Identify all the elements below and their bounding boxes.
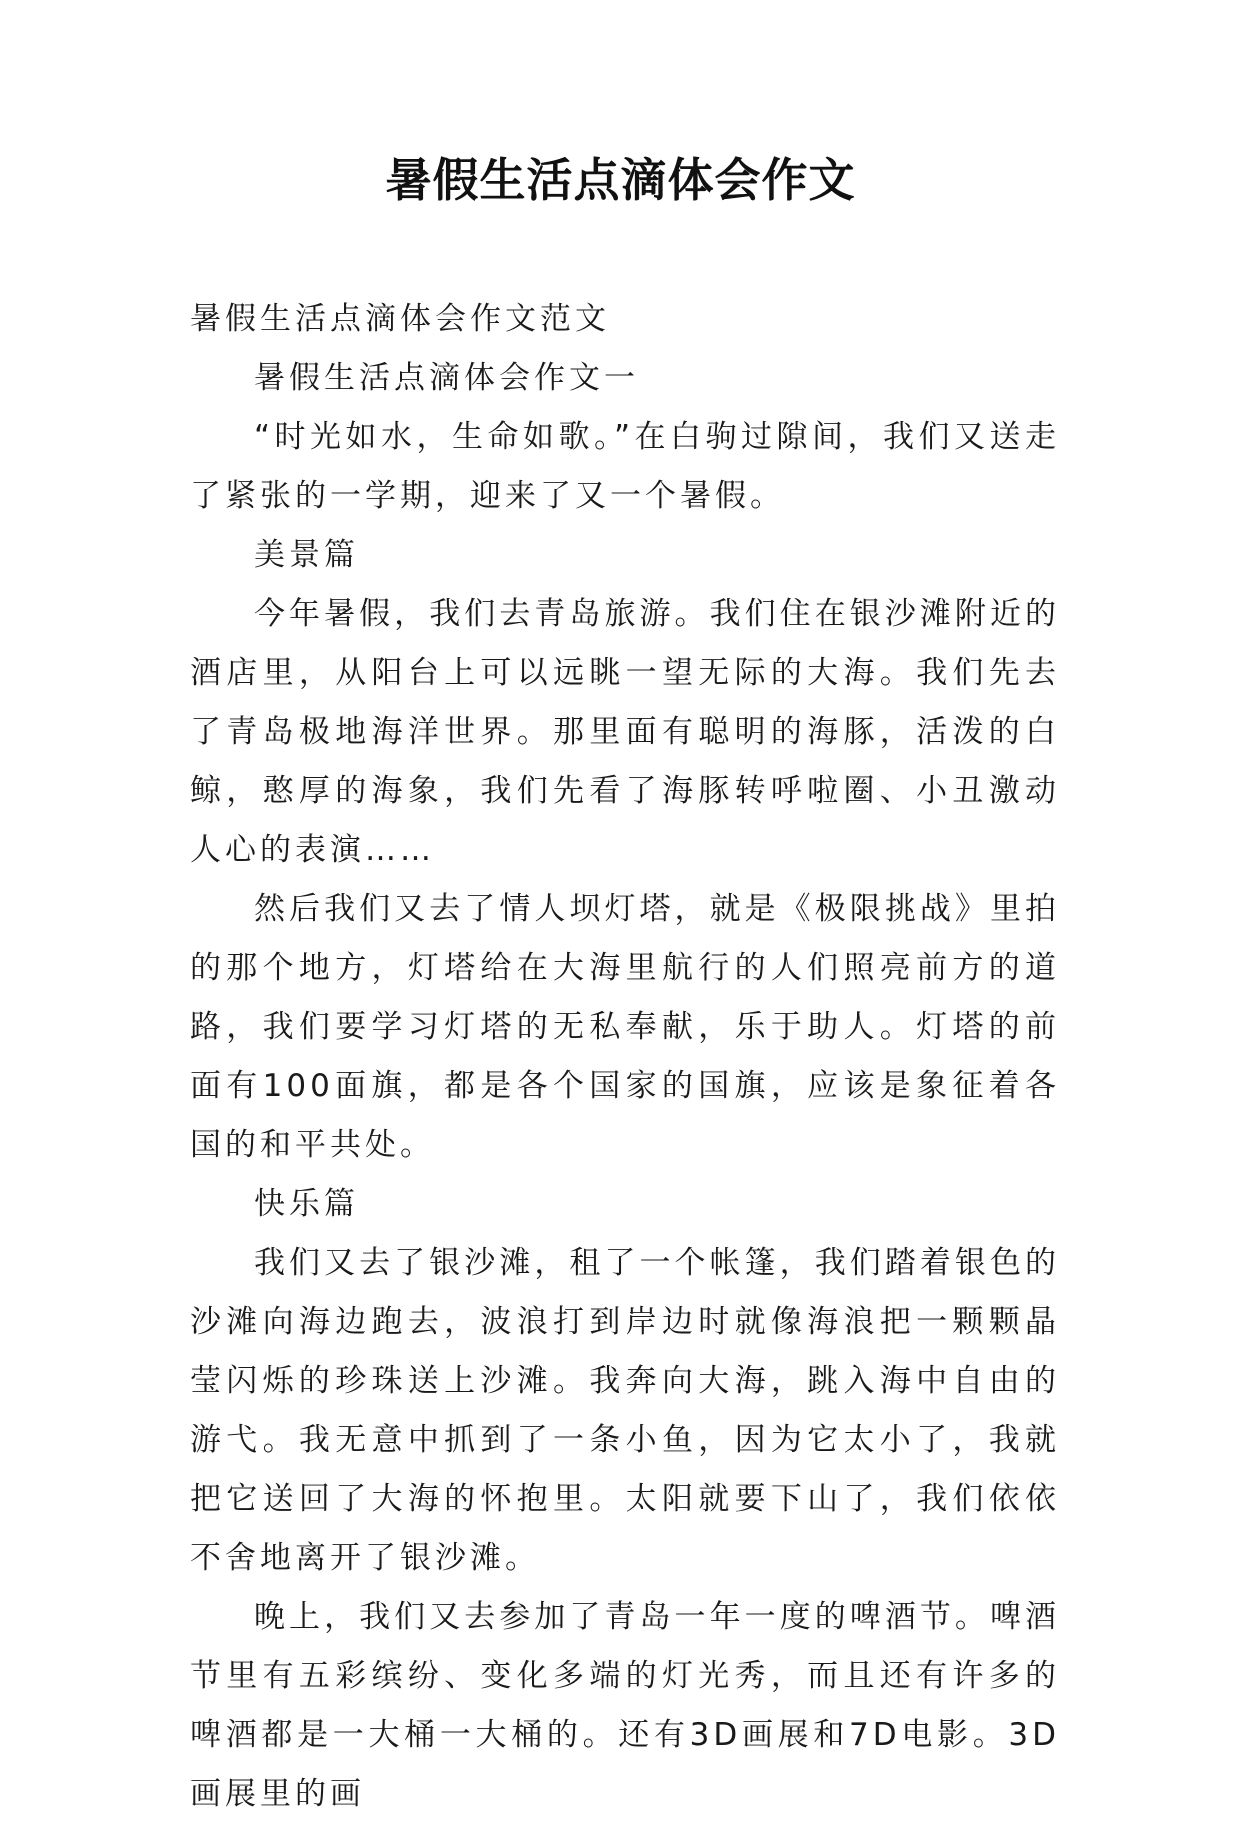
paragraph-lighthouse: 然后我们又去了情人坝灯塔，就是《极限挑战》里拍的那个地方，灯塔给在大海里航行的人们照亮前方的道路，我们要学习灯塔的无私奉献，乐于助人。灯塔的前面有100面旗，都是各个国家的国旗，应该是象征着各国的和平共处。 [190, 891, 1060, 1163]
section-heading-happiness: 快乐篇 [254, 1186, 359, 1222]
paragraph-essay-heading: 暑假生活点滴体会作文一 [254, 360, 639, 396]
paragraph-subtitle: 暑假生活点滴体会作文范文 [190, 301, 610, 337]
document-body [190, 290, 1060, 1824]
document-title: 暑假生活点滴体会作文 [385, 153, 856, 207]
paragraph-beer-festival: 晚上，我们又去参加了青岛一年一度的啤酒节。啤酒节里有五彩缤纷、变化多端的灯光秀，而且还有许多的啤酒都是一大桶一大桶的。还有3D画展和7D电影。3D画展里的画 [190, 1599, 1060, 1812]
paragraph-qingdao-trip: 今年暑假，我们去青岛旅游。我们住在银沙滩附近的酒店里，从阳台上可以远眺一望无际的大海。我们先去了青岛极地海洋世界。那里面有聪明的海豚，活泼的白鲸，憨厚的海象，我们先看了海豚转呼啦圈、小丑激动人心的表演…… [190, 596, 1060, 868]
section-heading-scenery: 美景篇 [254, 537, 359, 573]
paragraph-silver-beach: 我们又去了银沙滩，租了一个帐篷，我们踏着银色的沙滩向海边跑去，波浪打到岸边时就像海浪把一颗颗晶莹闪烁的珍珠送上沙滩。我奔向大海，跳入海中自由的游弋。我无意中抓到了一条小鱼，因为它太小了，我就把它送回了大海的怀抱里。太阳就要下山了，我们依依不舍地离开了银沙滩。 [190, 1245, 1060, 1576]
paragraph-intro: “时光如水，生命如歌。”在白驹过隙间，我们又送走了紧张的一学期，迎来了又一个暑假。 [190, 419, 1060, 514]
